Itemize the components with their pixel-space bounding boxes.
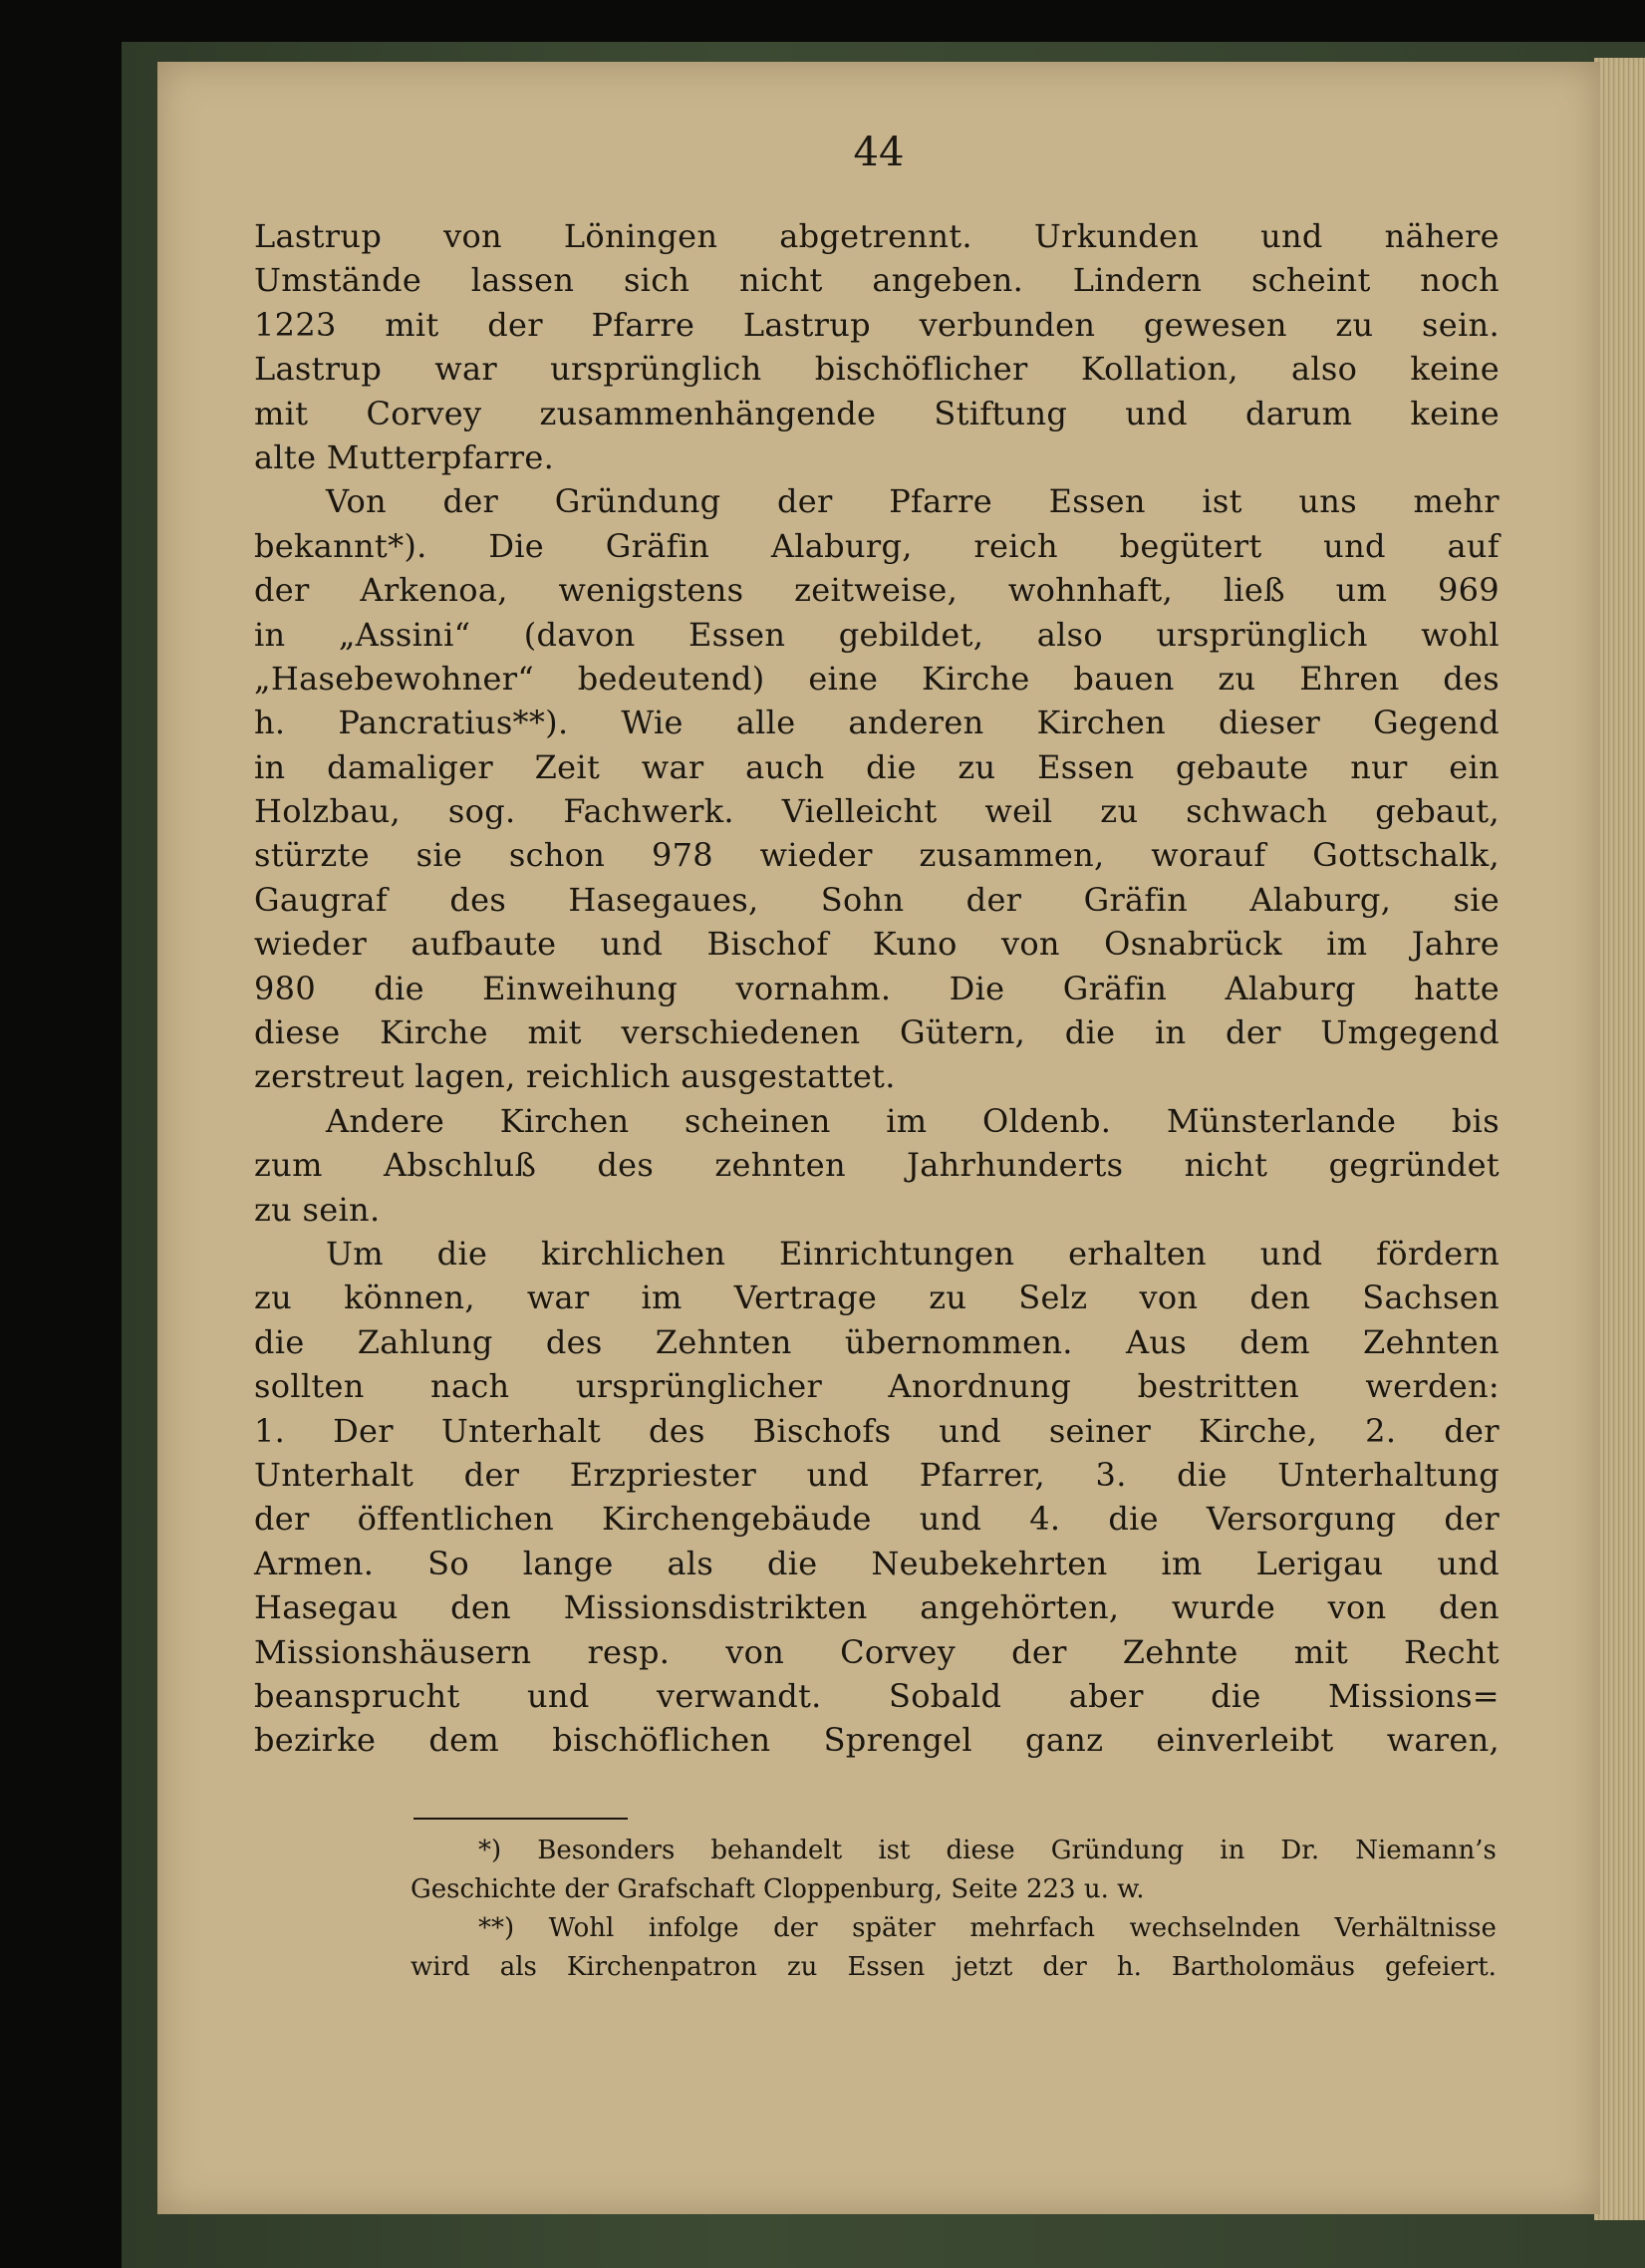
text-line: 1223 mit der Pfarre Lastrup verbunden gewesen zu sein. xyxy=(254,305,1500,344)
footnotes xyxy=(411,1832,1497,1987)
text-line: Hasegau den Missionsdistrikten angehörten, wurde von den xyxy=(254,1588,1500,1627)
text-line: mit Corvey zusammenhängende Stiftung und darum keine xyxy=(254,394,1500,432)
text-line: zerstreut lagen, reichlich ausgestattet. xyxy=(254,1057,896,1096)
text-line: Armen. So lange als die Neubekehrten im Lerigau und xyxy=(254,1544,1500,1582)
text-line: beansprucht und verwandt. Sobald aber die Missions= xyxy=(254,1676,1500,1715)
text-line: zu sein. xyxy=(254,1190,381,1229)
footnote-line: wird als Kirchenpatron zu Essen jetzt der h. Bartholomäus gefeiert. xyxy=(411,1952,1497,1982)
text-line: bekannt*). Die Gräfin Alaburg, reich begütert und auf xyxy=(254,526,1500,565)
text-line: Lastrup war ursprünglich bischöflicher Kollation, also keine xyxy=(254,350,1500,389)
body-text xyxy=(254,214,1500,1763)
footnote-line: **) Wohl infolge der später mehrfach wechselnden Verhältnisse xyxy=(478,1913,1497,1943)
text-line: alte Mutterpfarre. xyxy=(254,437,555,476)
text-line: „Hasebewohner“ bedeutend) eine Kirche bauen zu Ehren des xyxy=(254,659,1500,698)
text-line: h. Pancratius**). Wie alle anderen Kirchen dieser Gegend xyxy=(254,704,1500,742)
text-line: Gaugraf des Hasegaues, Sohn der Gräfin Alaburg, sie xyxy=(254,880,1500,919)
text-line: zu können, war im Vertrage zu Selz von den Sachsen xyxy=(254,1278,1500,1317)
text-line: 980 die Einweihung vornahm. Die Gräfin Alaburg hatte xyxy=(254,969,1500,1007)
text-line: der Arkenoa, wenigstens zeitweise, wohnhaft, ließ um 969 xyxy=(254,571,1500,610)
text-line: Lastrup von Löningen abgetrennt. Urkunden und nähere xyxy=(254,217,1500,255)
text-line: stürzte sie schon 978 wieder zusammen, worauf Gottschalk, xyxy=(254,836,1500,875)
text-line: wieder aufbaute und Bischof Kuno von Osnabrück im Jahre xyxy=(254,925,1500,964)
text-line: Andere Kirchen scheinen im Oldenb. Münsterlande bis xyxy=(326,1101,1500,1140)
text-line: diese Kirche mit verschiedenen Gütern, die in der Umgegend xyxy=(254,1013,1500,1052)
page-number: 44 xyxy=(853,130,905,175)
text-line: Umstände lassen sich nicht angeben. Lindern scheint noch xyxy=(254,261,1500,300)
text-line: bezirke dem bischöflichen Sprengel ganz einverleibt waren, xyxy=(254,1721,1500,1760)
text-line: Um die kirchlichen Einrichtungen erhalten und fördern xyxy=(326,1234,1500,1273)
text-line: zum Abschluß des zehnten Jahrhunderts nicht gegründet xyxy=(254,1146,1500,1185)
text-line: Holzbau, sog. Fachwerk. Vielleicht weil zu schwach gebaut, xyxy=(254,792,1500,831)
text-line: Unterhalt der Erzpriester und Pfarrer, 3. die Unterhaltung xyxy=(254,1455,1500,1494)
text-line: der öffentlichen Kirchengebäude und 4. die Versorgung der xyxy=(254,1500,1500,1539)
text-line: die Zahlung des Zehnten übernommen. Aus dem Zehnten xyxy=(254,1322,1500,1361)
text-line: Von der Gründung der Pfarre Essen ist uns mehr xyxy=(326,482,1500,521)
footnote-line: Geschichte der Grafschaft Cloppenburg, Seite 223 u. w. xyxy=(411,1874,1145,1904)
text-line: in damaliger Zeit war auch die zu Essen gebaute nur ein xyxy=(254,747,1500,786)
page-edges xyxy=(1594,58,1645,2220)
text-line: sollten nach ursprünglicher Anordnung bestritten werden: xyxy=(254,1367,1500,1406)
text-line: Missionshäusern resp. von Corvey der Zehnte mit Recht xyxy=(254,1632,1500,1671)
text-line: 1. Der Unterhalt des Bischofs und seiner Kirche, 2. der xyxy=(254,1411,1500,1450)
footnote-divider xyxy=(413,1818,628,1820)
footnote-line: *) Besonders behandelt ist diese Gründung in Dr. Niemann’s xyxy=(478,1836,1497,1865)
text-line: in „Assini“ (davon Essen gebildet, also ursprünglich wohl xyxy=(254,615,1500,654)
